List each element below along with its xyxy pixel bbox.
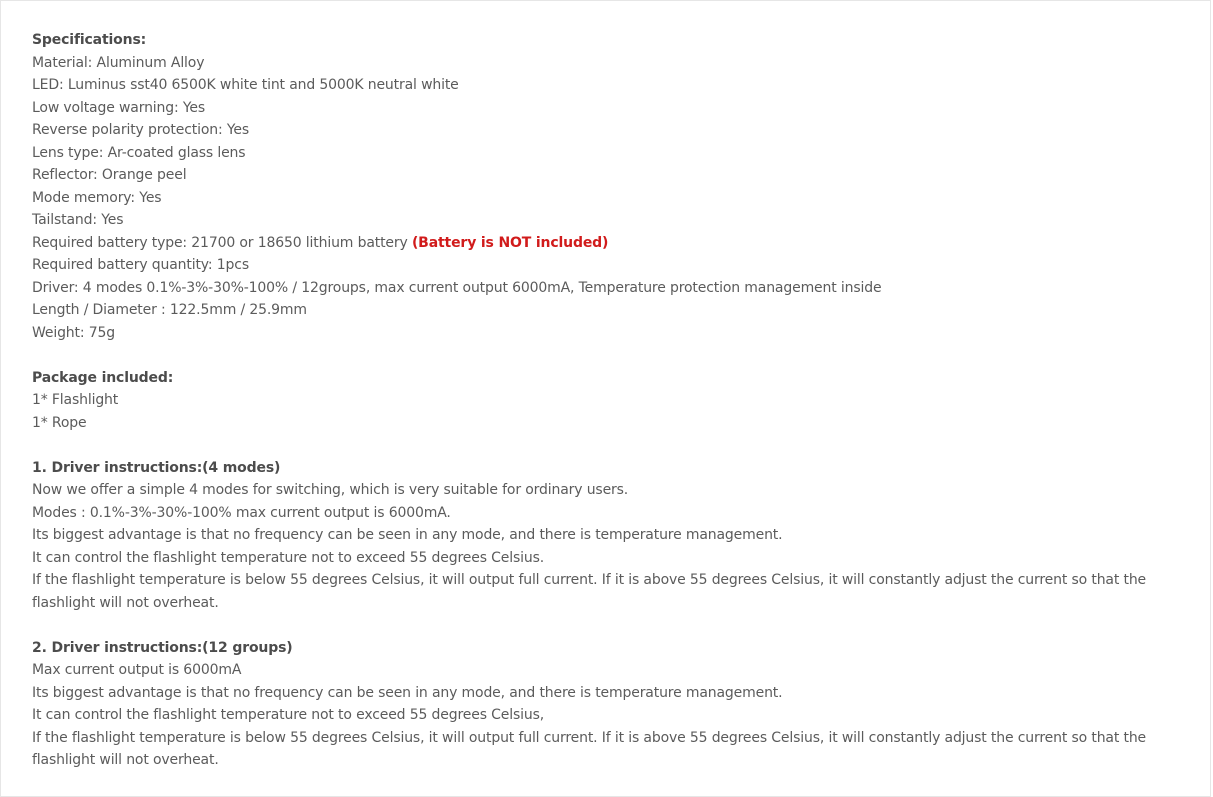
spec-tailstand: Tailstand: Yes: [32, 212, 124, 228]
battery-type-text: Required battery type: 21700 or 18650 lithium battery: [32, 234, 412, 251]
driver-12-groups-heading: 2. Driver instructions:(12 groups): [32, 639, 293, 656]
spec-weight: Weight: 75g: [32, 324, 115, 341]
driver-4-modes-line: Now we offer a simple 4 modes for switching, which is very suitable for ordinary users.: [32, 482, 629, 498]
driver-4-modes-line: Its biggest advantage is that no frequency can be seen in any mode, and there is temperature management.: [32, 527, 783, 543]
spec-led: LED: Luminus sst40 6500K white tint and 5000K neutral white: [32, 77, 459, 93]
spec-lens-type: Lens type: Ar-coated glass lens: [32, 144, 246, 161]
package-item: 1* Rope: [32, 414, 87, 431]
section-gap: [32, 434, 1192, 457]
driver-12-groups-line: It can control the flashlight temperature not to exceed 55 degrees Celsius,: [32, 707, 545, 723]
spec-driver: Driver: 4 modes 0.1%-3%-30%-100% / 12groups, max current output 6000mA, Temperature protection management inside: [32, 279, 882, 296]
section-gap: [32, 614, 1192, 637]
driver-4-modes-line: It can control the flashlight temperature not to exceed 55 degrees Celsius.: [32, 549, 545, 566]
package-heading: Package included:: [32, 369, 174, 386]
battery-not-included-warning: (Battery is NOT included): [411, 234, 609, 251]
driver-12-groups-line: If the flashlight temperature is below 55 degrees Celsius, it will output full current. If it is above 55 degrees Celsius, it will constantly adjust the current so that the flashlight will not overheat.: [32, 729, 1147, 768]
spec-reflector: Reflector: Orange peel: [32, 167, 187, 183]
driver-4-modes-heading: 1. Driver instructions:(4 modes): [32, 459, 281, 476]
driver-4-modes-line: Modes : 0.1%-3%-30%-100% max current output is 6000mA.: [32, 504, 451, 521]
section-gap: [32, 344, 1192, 367]
spec-battery-quantity: Required battery quantity: 1pcs: [32, 257, 249, 273]
spec-reverse-polarity: Reverse polarity protection: Yes: [32, 122, 249, 138]
driver-12-groups-line: Its biggest advantage is that no frequency can be seen in any mode, and there is temperature management.: [32, 684, 783, 701]
spec-battery-type: [32, 232, 1192, 255]
driver-4-modes-line: If the flashlight temperature is below 55 degrees Celsius, it will output full current. If it is above 55 degrees Celsius, it will constantly adjust the current so that the flashlight will not overheat.: [32, 572, 1147, 611]
spec-material: Material: Aluminum Alloy: [32, 54, 205, 71]
spec-mode-memory: Mode memory: Yes: [32, 189, 162, 206]
spec-low-voltage: Low voltage warning: Yes: [32, 99, 206, 116]
product-description: [32, 29, 1192, 772]
driver-12-groups-line: Max current output is 6000mA: [32, 662, 242, 678]
specifications-heading: Specifications:: [32, 32, 147, 48]
spec-length-diameter: Length / Diameter : 122.5mm / 25.9mm: [32, 302, 307, 318]
package-item: 1* Flashlight: [32, 392, 119, 408]
